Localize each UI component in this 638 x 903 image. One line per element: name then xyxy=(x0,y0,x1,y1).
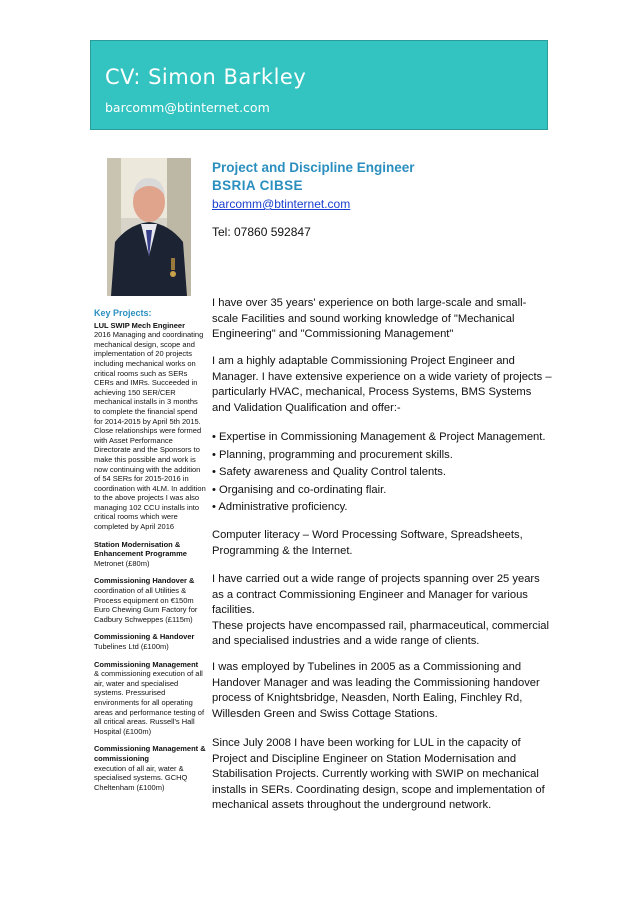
key-projects-heading: Key Projects: xyxy=(94,308,152,318)
key-projects-sidebar xyxy=(94,309,206,800)
header-email: barcomm@btinternet.com xyxy=(105,100,270,115)
skill-item: • Expertise in Commissioning Management & Project Management. xyxy=(212,430,552,446)
contact-block xyxy=(212,160,572,239)
intro-paragraph xyxy=(212,296,552,343)
adaptability-paragraph xyxy=(212,354,552,416)
tubelines-paragraph xyxy=(212,660,552,722)
lul-paragraph xyxy=(212,736,552,814)
projects-range-paragraph xyxy=(212,572,552,650)
project-text: Metronet (£80m) xyxy=(94,558,150,568)
header-banner xyxy=(90,40,548,130)
project-item xyxy=(94,660,206,737)
paragraph: These projects have encompassed rail, pharmaceutical, commercial and specialised industries and a wide range of clients. xyxy=(212,619,550,647)
paragraph: I have over 35 years' experience on both large-scale and small-scale Facilities and sound working knowledge of "Mechanical Engineering" and "Commissioning Management" xyxy=(212,297,527,340)
profile-photo xyxy=(107,158,191,296)
skill-item: • Organising and co-ordinating flair. xyxy=(212,483,552,499)
project-text: 2016 Managing and coordinating mechanical design, scope and implementation of 20 projects including mechanical works on critical rooms such as SERs CERs and IMRs. Succeeded in achieving 150 SER/CER mechanical installs in 3 months to complete the financial spend for 2014-2015 by April 5th 2015. Close relationships were formed with Asset Performance Directorate and the Sponsors to make this possible and work is now continuing with the addition of 54 SERs for 2015-2016 in coordination with 4LM. In addition to the above projects I was also managing 102 CCU installs into critical rooms which were completed by April 2016 xyxy=(94,330,206,532)
paragraph: I am a highly adaptable Commissioning Project Engineer and Manager. I have extensive experience on a wide variety of projects – particularly HVAC, mechanical, Process Systems, BMS Systems and Validation Qualification and offer:- xyxy=(212,355,552,414)
email-link[interactable]: barcomm@btinternet.com xyxy=(212,197,351,211)
project-item xyxy=(94,321,206,532)
project-title: Commissioning Management & commissioning xyxy=(94,744,206,763)
organisations: BSRIA CIBSE xyxy=(212,178,303,193)
skill-item: • Administrative proficiency. xyxy=(212,500,552,516)
skill-item: • Planning, programming and procurement skills. xyxy=(212,448,552,464)
project-item xyxy=(94,744,206,792)
project-item xyxy=(94,576,206,624)
project-title: Commissioning Management xyxy=(94,659,199,669)
project-text: & commissioning execution of all air, water and specialised systems. Pressurised environments for all operating areas and performance testing of all critical areas. Russell's Hall Hospital (£100m) xyxy=(94,669,205,736)
cv-title: CV: Simon Barkley xyxy=(105,65,307,89)
project-title: Commissioning Handover & xyxy=(94,576,195,586)
project-item xyxy=(94,540,206,569)
paragraph: I have carried out a wide range of projects spanning over 25 years as a contract Commissioning Engineer and Manager for various facilities. xyxy=(212,573,540,616)
paragraph: Since July 2008 I have been working for LUL in the capacity of Project and Discipline Engineer on Station Modernisation and Stabilisation Projects. Currently working with SWIP on mechanical installs in SERs. Coordinating design, scope and implementation of mechanical assets throughout the underground network. xyxy=(212,737,545,811)
project-text: execution of all air, water & specialised systems. GCHQ Cheltenham (£100m) xyxy=(94,763,188,792)
skill-item: • Safety awareness and Quality Control talents. xyxy=(212,465,552,481)
project-title: Station Modernisation & Enhancement Programme xyxy=(94,539,187,559)
project-item xyxy=(94,632,206,651)
skills-list xyxy=(212,430,552,518)
paragraph: Computer literacy – Word Processing Software, Spreadsheets, Programming & the Internet. xyxy=(212,529,523,557)
project-title: LUL SWIP Mech Engineer xyxy=(94,320,185,330)
project-text: Tubelines Ltd (£100m) xyxy=(94,642,169,651)
project-text: coordination of all Utilities & Process equipment on €150m Euro Chewing Gum Factory for Cadbury Schweppes (£115m) xyxy=(94,586,198,624)
computer-literacy-paragraph xyxy=(212,528,552,559)
telephone: Tel: 07860 592847 xyxy=(212,225,311,239)
project-title: Commissioning & Handover xyxy=(94,632,195,642)
job-role: Project and Discipline Engineer xyxy=(212,160,415,175)
paragraph: I was employed by Tubelines in 2005 as a Commissioning and Handover Manager and was leading the Commissioning handover process of Knightsbridge, Neasden, North Ealing, Finchley Rd, Willesden Green and Swiss Cottage Stations. xyxy=(212,661,540,720)
